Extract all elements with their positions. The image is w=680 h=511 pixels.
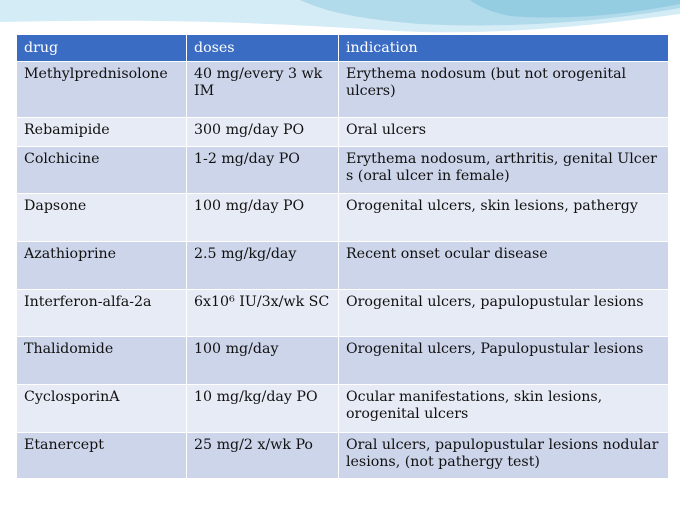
dose-cell: 100 mg/day (187, 337, 339, 385)
indication-cell: Recent onset ocular disease (339, 242, 669, 290)
table-row (17, 194, 669, 242)
drug-cell: Etanercept (17, 433, 187, 479)
drug-cell: Dapsone (17, 194, 187, 242)
table-row (17, 385, 669, 433)
drug-cell: Thalidomide (17, 337, 187, 385)
table-row (17, 337, 669, 385)
dose-cell: 300 mg/day PO (187, 118, 339, 147)
indication-cell: Orogenital ulcers, papulopustular lesions (339, 290, 669, 337)
drug-table (16, 34, 669, 479)
table-row (17, 118, 669, 147)
drug-cell: Azathioprine (17, 242, 187, 290)
indication-cell: Orogenital ulcers, Papulopustular lesions (339, 337, 669, 385)
drug-cell: CyclosporinA (17, 385, 187, 433)
drug-cell: Interferon-alfa-2a (17, 290, 187, 337)
indication-cell: Oral ulcers, papulopustular lesions nodular lesions, (not pathergy test) (339, 433, 669, 479)
drug-cell: Colchicine (17, 147, 187, 194)
dose-cell: 10 mg/kg/day PO (187, 385, 339, 433)
indication-cell: Ocular manifestations, skin lesions, orogenital ulcers (339, 385, 669, 433)
indication-cell: Oral ulcers (339, 118, 669, 147)
table-row (17, 242, 669, 290)
table-row (17, 290, 669, 337)
dose-cell: 100 mg/day PO (187, 194, 339, 242)
table-row (17, 433, 669, 479)
indication-cell: Erythema nodosum (but not orogenital ulcers) (339, 62, 669, 118)
table-row (17, 62, 669, 118)
header-indication: indication (339, 35, 669, 62)
header-doses: doses (187, 35, 339, 62)
drug-cell: Methylprednisolone (17, 62, 187, 118)
dose-cell: 25 mg/2 x/wk Po (187, 433, 339, 479)
indication-cell: Erythema nodosum, arthritis, genital Ulcer s (oral ulcer in female) (339, 147, 669, 194)
dose-cell: 40 mg/every 3 wk IM (187, 62, 339, 118)
table-row (17, 147, 669, 194)
header-row (17, 35, 669, 62)
dose-cell: 6x10⁶ IU/3x/wk SC (187, 290, 339, 337)
drug-cell: Rebamipide (17, 118, 187, 147)
dose-cell: 1-2 mg/day PO (187, 147, 339, 194)
indication-cell: Orogenital ulcers, skin lesions, pathergy (339, 194, 669, 242)
dose-cell: 2.5 mg/kg/day (187, 242, 339, 290)
header-drug: drug (17, 35, 187, 62)
